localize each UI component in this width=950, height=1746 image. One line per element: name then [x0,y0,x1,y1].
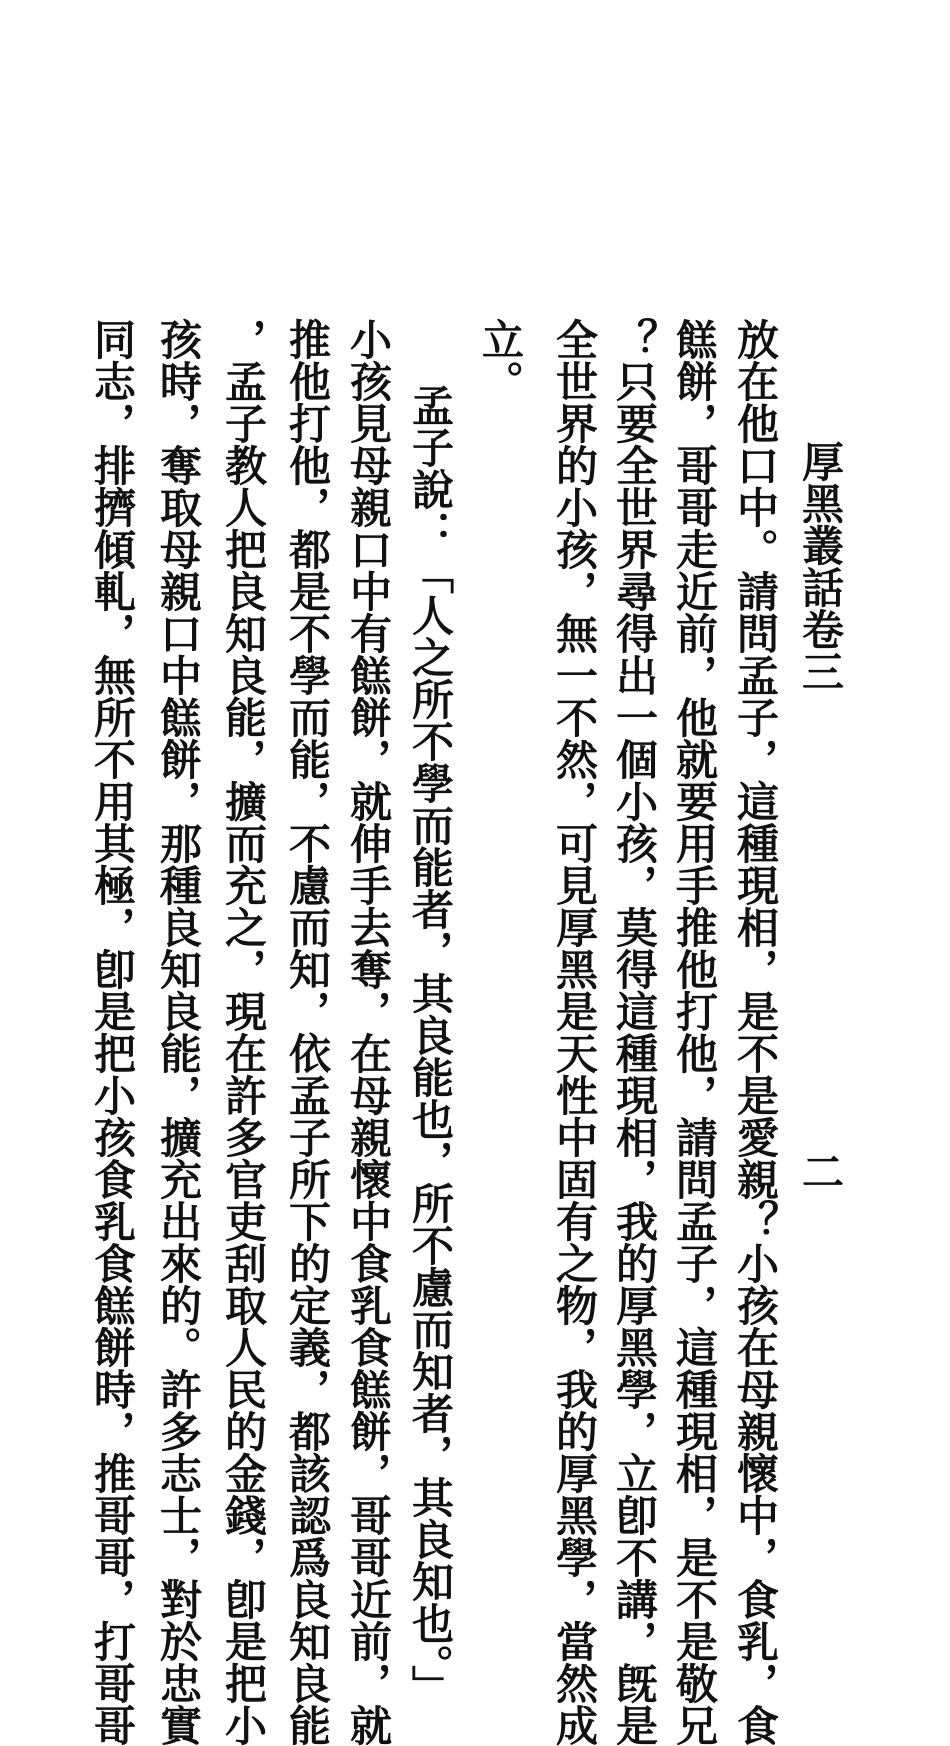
text-column: ？只要全世界尋得出一個小孩，莫得這種現相，我的厚黑學，立卽不講，旣是 [610,318,659,1746]
text-column: 小孩見母親口中有餻餅，就伸手去奪，在母親懷中食乳食餻餅，哥哥近前，就 [344,318,393,1746]
text-column: 放在他口中。請問孟子，這種現相，是不是愛親？小孩在母親懷中，食乳，食 [731,318,780,1746]
text-column: 推他打他，都是不學而能，不慮而知，依孟子所下的定義，都該認爲良知良能 [283,318,332,1746]
text-column: ，孟子教人把良知良能，擴而充之，現在許多官吏刮取人民的金錢，卽是把小 [219,318,268,1746]
text-column: 餻餅，哥哥走近前，他就要用手推他打他，請問孟子，這種現相，是不是敬兄 [670,318,719,1746]
text-column: 立。 [476,318,525,402]
text-column: 全世界的小孩，無一不然，可見厚黑是天性中固有之物，我的厚黑學，當然成 [550,318,599,1746]
text-column: 孩時，奪取母親口中餻餅，那種良知良能，擴充出來的。許多志士，對於忠實 [154,318,203,1746]
text-column: 孟子說：「人之所不學而能者，其良能也，所不慮而知者，其良知也。」 [406,384,455,1707]
page-number: 二 [796,1150,845,1192]
running-header-title: 厚黑叢話卷三 [796,440,845,692]
text-column: 同志，排擠傾軋，無所不用其極，卽是把小孩食乳食餻餅時，推哥哥，打哥哥 [88,318,137,1746]
